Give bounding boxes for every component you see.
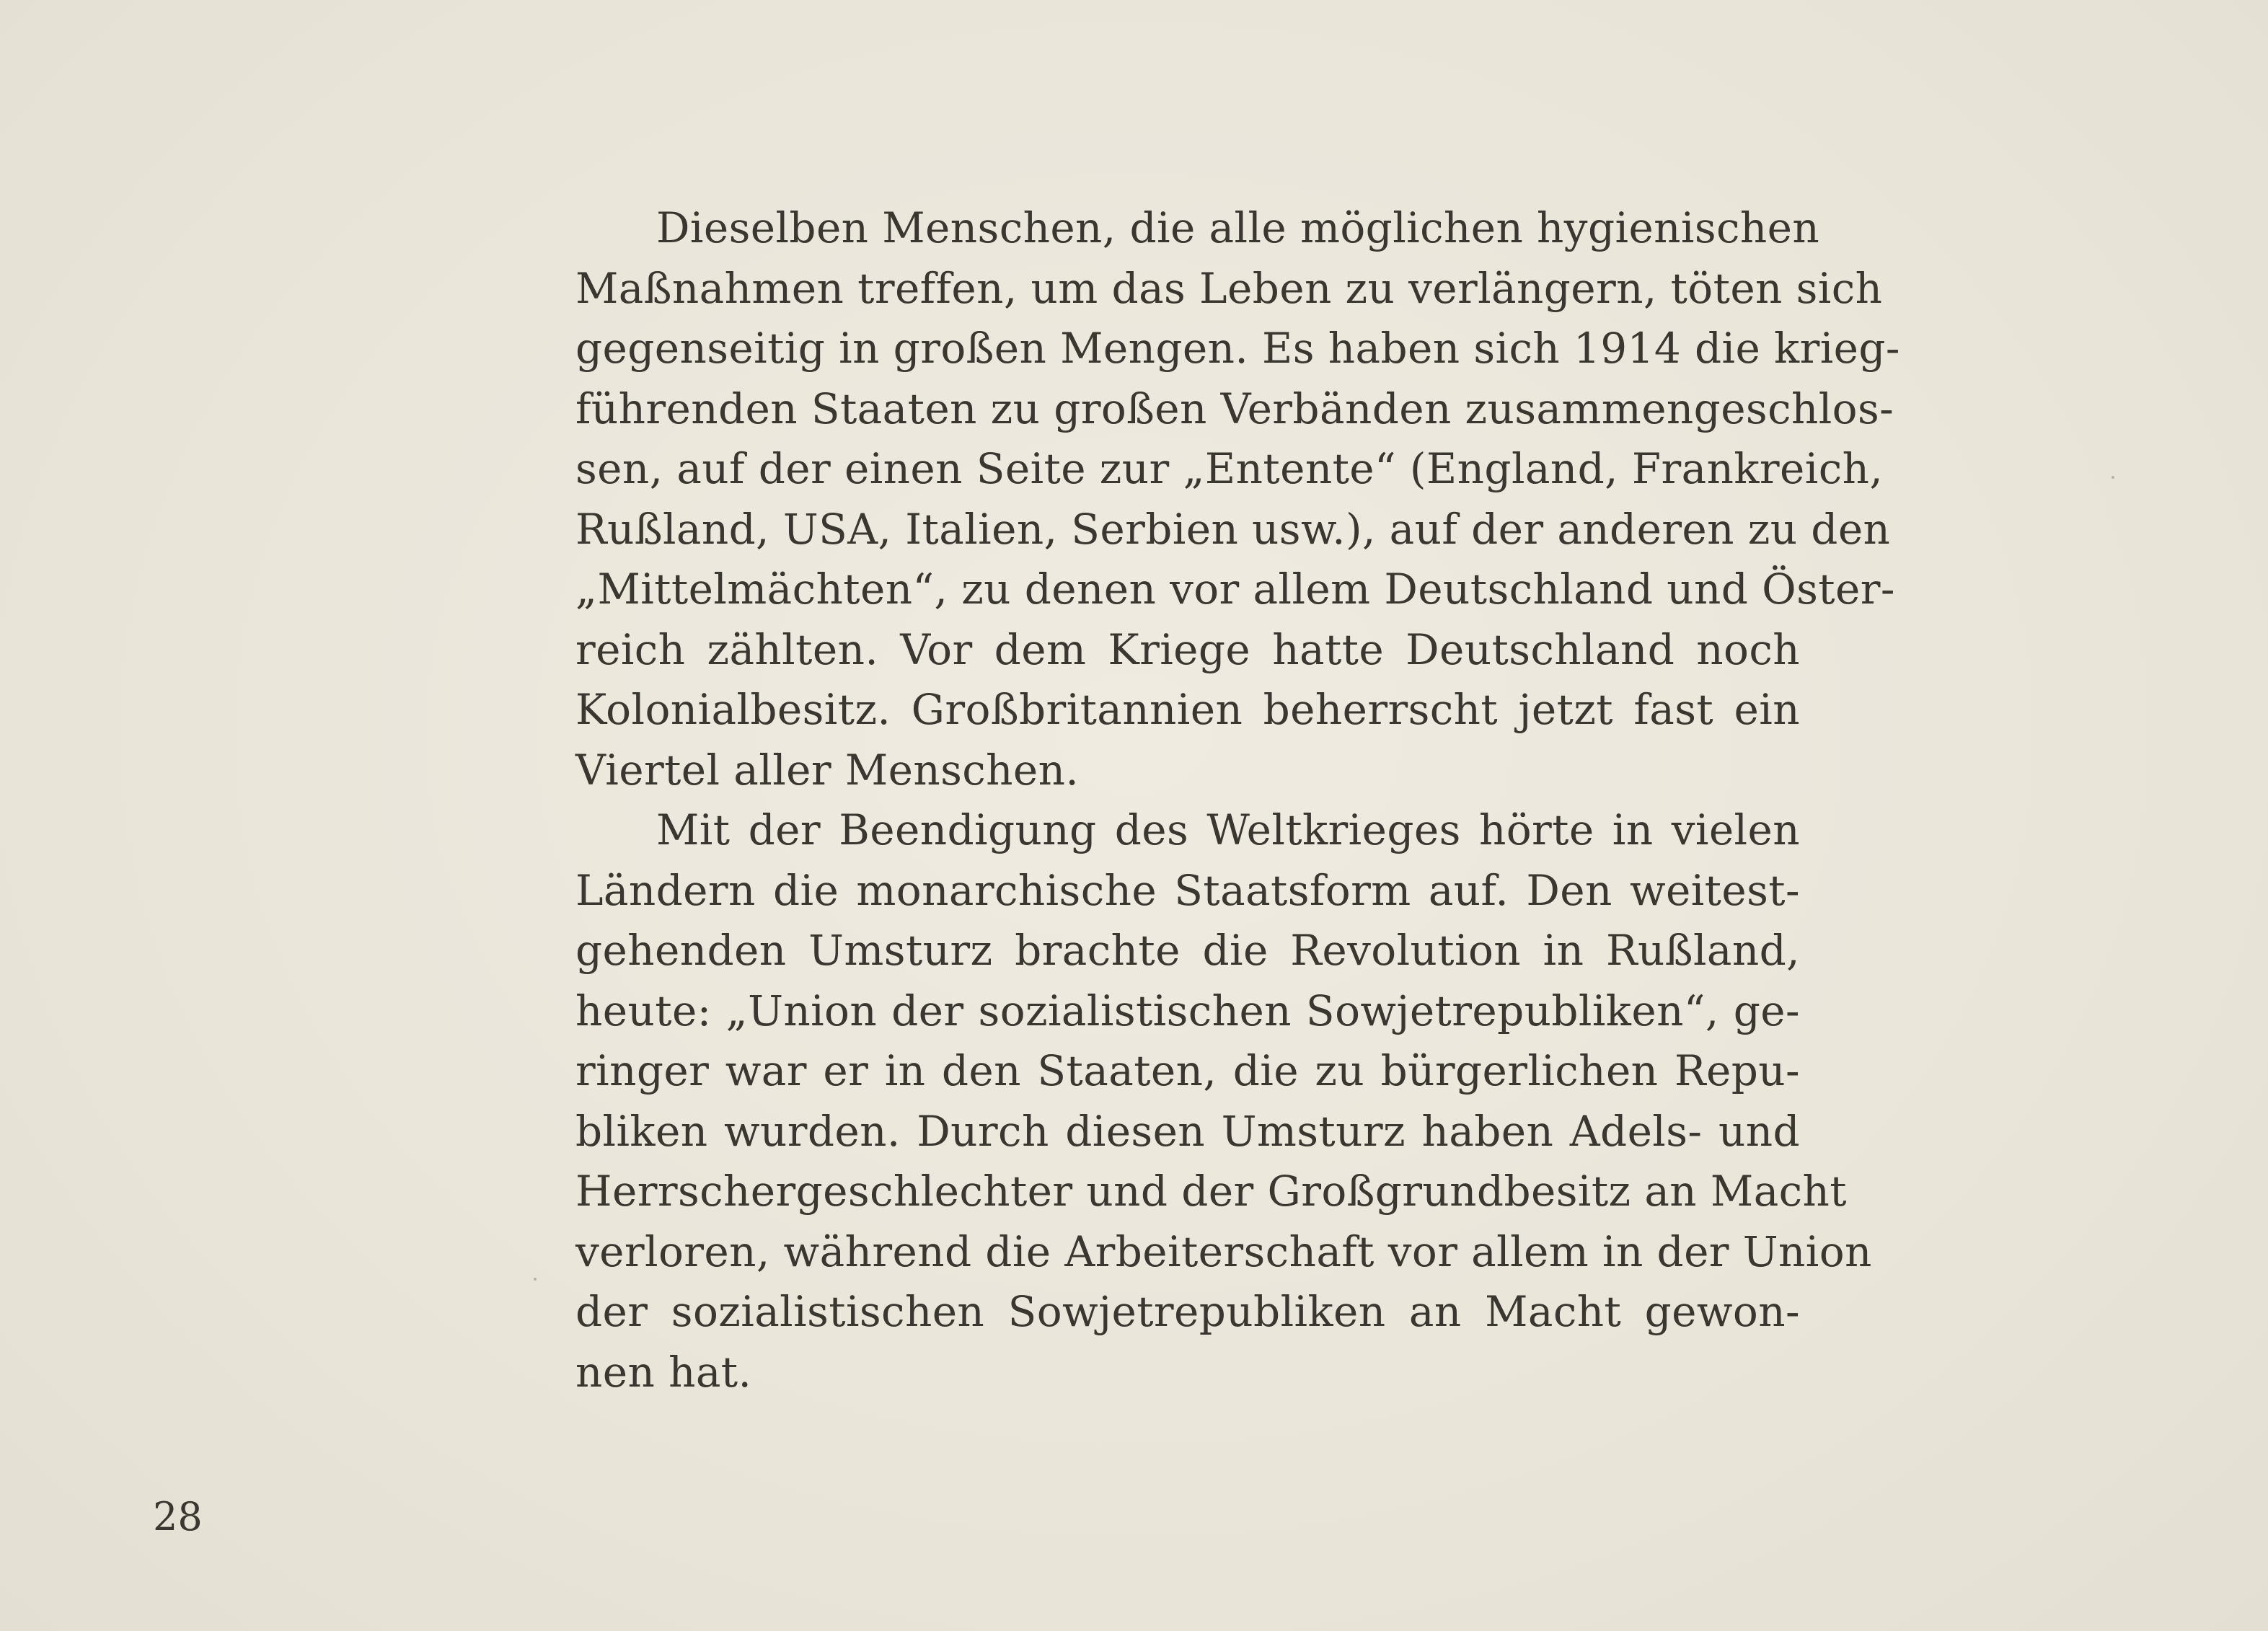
text-line: verloren, während die Arbeiterschaft vor allem in der Union	[575, 1226, 1872, 1276]
text-line: Kolonialbesitz. Großbritannien beherrscht jetzt fast ein	[575, 685, 1800, 734]
text-line: Dieselben Menschen, die alle möglichen hygienischen	[656, 203, 1820, 252]
text-line: Herrschergeschlechter und der Großgrundbesitz an Macht	[575, 1167, 1848, 1216]
text-line: heute: „Union der sozialistischen Sowjetrepubliken“, ge-	[575, 986, 1800, 1035]
text-line: gehenden Umsturz brachte die Revolution in Rußland,	[575, 926, 1800, 975]
page-number: 28	[153, 1494, 203, 1539]
text-line: Maßnahmen treffen, um das Leben zu verlängern, töten sich	[575, 263, 1883, 313]
text-line: Rußland, USA, Italien, Serbien usw.), auf der anderen zu den	[575, 504, 1891, 554]
text-line: sen, auf der einen Seite zur „Entente“ (England, Frankreich,	[575, 444, 1884, 493]
text-line: bliken wurden. Durch diesen Umsturz haben Adels- und	[575, 1106, 1800, 1156]
text-line: Ländern die monarchische Staatsform auf. Den weitest-	[575, 865, 1800, 915]
text-line: ringer war er in den Staaten, die zu bürgerlichen Repu-	[575, 1046, 1800, 1095]
text-line: nen hat.	[575, 1347, 752, 1397]
text-line: führenden Staaten zu großen Verbänden zusammengeschlos-	[575, 384, 1894, 433]
paper-speck	[2112, 476, 2114, 479]
text-line: Mit der Beendigung des Weltkrieges hörte in vielen	[656, 805, 1800, 854]
text-line: der sozialistischen Sowjetrepubliken an Macht gewon-	[575, 1287, 1800, 1336]
body-text	[575, 198, 1900, 1402]
text-line: reich zählten. Vor dem Kriege hatte Deutschland noch	[575, 624, 1800, 674]
text-line: Viertel aller Menschen.	[575, 745, 1080, 795]
text-line: gegenseitig in großen Mengen. Es haben sich 1914 die krieg-	[575, 324, 1900, 373]
text-line: „Mittelmächten“, zu denen vor allem Deutschland und Öster-	[575, 565, 1895, 614]
paper-speck	[534, 1278, 537, 1281]
